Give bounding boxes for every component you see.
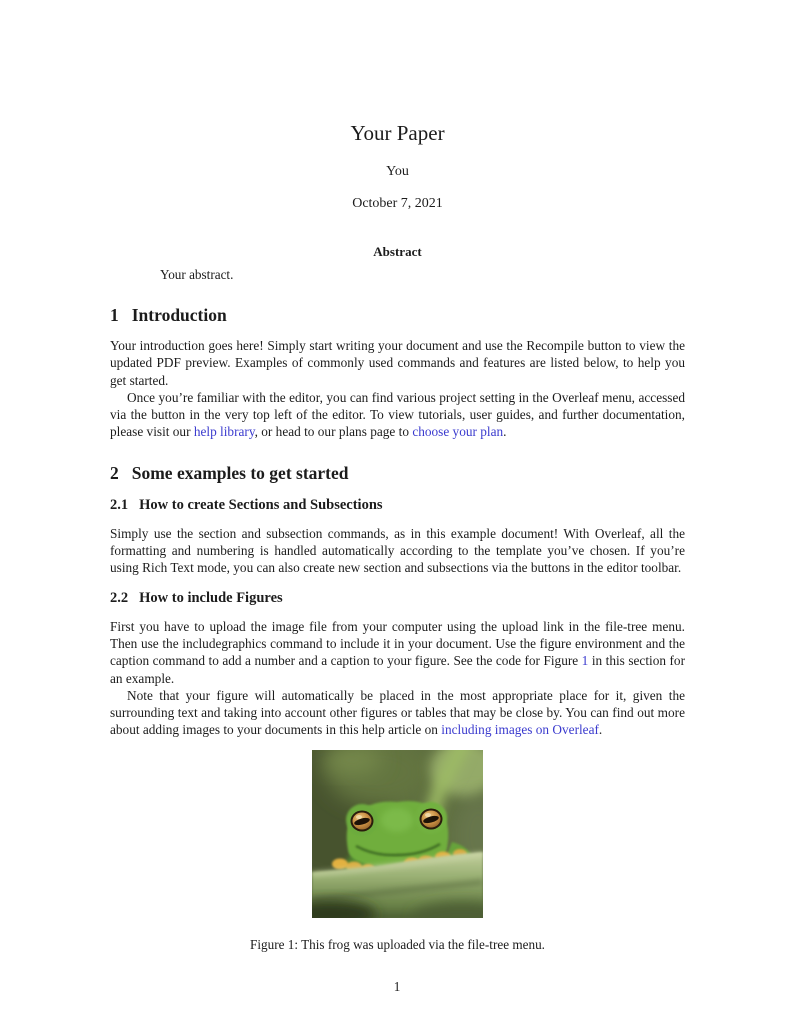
intro-p2-text-1: Once you’re familiar with the editor, you can find various project setting in the Overleaf menu, accessed via the button in the very top left of the editor. To view tutorials, user guides, and further documentation, please visit our xyxy=(110,389,685,440)
paper-date: October 7, 2021 xyxy=(352,196,443,211)
figure-1-ref-link[interactable]: 1 xyxy=(581,653,589,669)
choose-your-plan-link[interactable]: choose your plan xyxy=(412,424,504,440)
paper-author: You xyxy=(386,164,409,179)
section-2-number: 2 xyxy=(110,462,119,483)
intro-p2-text-3: . xyxy=(503,424,507,440)
section-2-title: Some examples to get started xyxy=(131,462,349,483)
subsection-2-2-title: How to include Figures xyxy=(139,589,283,606)
figures-p1-text-2: in this section for an example. xyxy=(110,653,685,686)
figure-1-caption: Figure 1: This frog was uploaded via the file-tree menu. xyxy=(250,936,545,952)
figures-paragraph-1 xyxy=(110,618,685,687)
sections-paragraph: Simply use the section and subsection commands, as in this example document! With Overleaf, all the formatting and numbering is handled automatically according to the template you’ve chosen. If you’re using Rich Text mode, you can also create new section and subsections via the buttons in the editor toolbar. xyxy=(110,525,685,576)
figures-paragraph-2 xyxy=(110,687,685,739)
figures-p2-text-2: . xyxy=(598,722,603,738)
abstract-section xyxy=(110,245,685,283)
figures-p1-text-1: First you have to upload the image file from your computer using the upload link in the file-tree menu. Then use the includegraphics command to include it in your document. Use the figure environment and the caption command to add a number and a caption to your figure. See the code for Figure xyxy=(110,618,685,669)
figure-1 xyxy=(110,750,685,953)
abstract-heading: Abstract xyxy=(373,244,422,259)
paper-title: Your Paper xyxy=(350,121,445,145)
figures-p2-text-1: Note that your figure will automatically be placed in the most appropriate place for it, given the surrounding text and taking into account other figures or tables that may be close by. You can find out more about adding images to your documents in this help article on xyxy=(110,687,685,738)
abstract-text: Your abstract. xyxy=(160,267,234,282)
subsection-2-1-number: 2.1 xyxy=(110,496,129,513)
help-library-link[interactable]: help library xyxy=(193,424,255,440)
section-1-heading xyxy=(110,304,685,326)
section-1-title: Introduction xyxy=(131,305,227,325)
title-block xyxy=(110,0,685,212)
section-2-heading xyxy=(110,462,685,484)
subsection-2-1-title: How to create Sections and Subsections xyxy=(139,496,383,513)
frog-photo xyxy=(312,750,483,918)
page-number: 1 xyxy=(393,979,401,994)
intro-paragraph-2 xyxy=(110,389,685,441)
subsection-2-2-number: 2.2 xyxy=(110,589,129,606)
intro-paragraph-1: Your introduction goes here! Simply start writing your document and use the Recompile button to view the updated PDF preview. Examples of commonly used commands and features are listed below, to help you get started. xyxy=(110,338,685,388)
subsection-2-2-heading xyxy=(110,589,685,607)
section-1-number: 1 xyxy=(110,305,119,325)
subsection-2-1-heading xyxy=(110,496,685,514)
intro-p2-text-2: , or head to our plans page to xyxy=(254,424,413,440)
including-images-link[interactable]: including images on Overleaf xyxy=(441,722,599,738)
